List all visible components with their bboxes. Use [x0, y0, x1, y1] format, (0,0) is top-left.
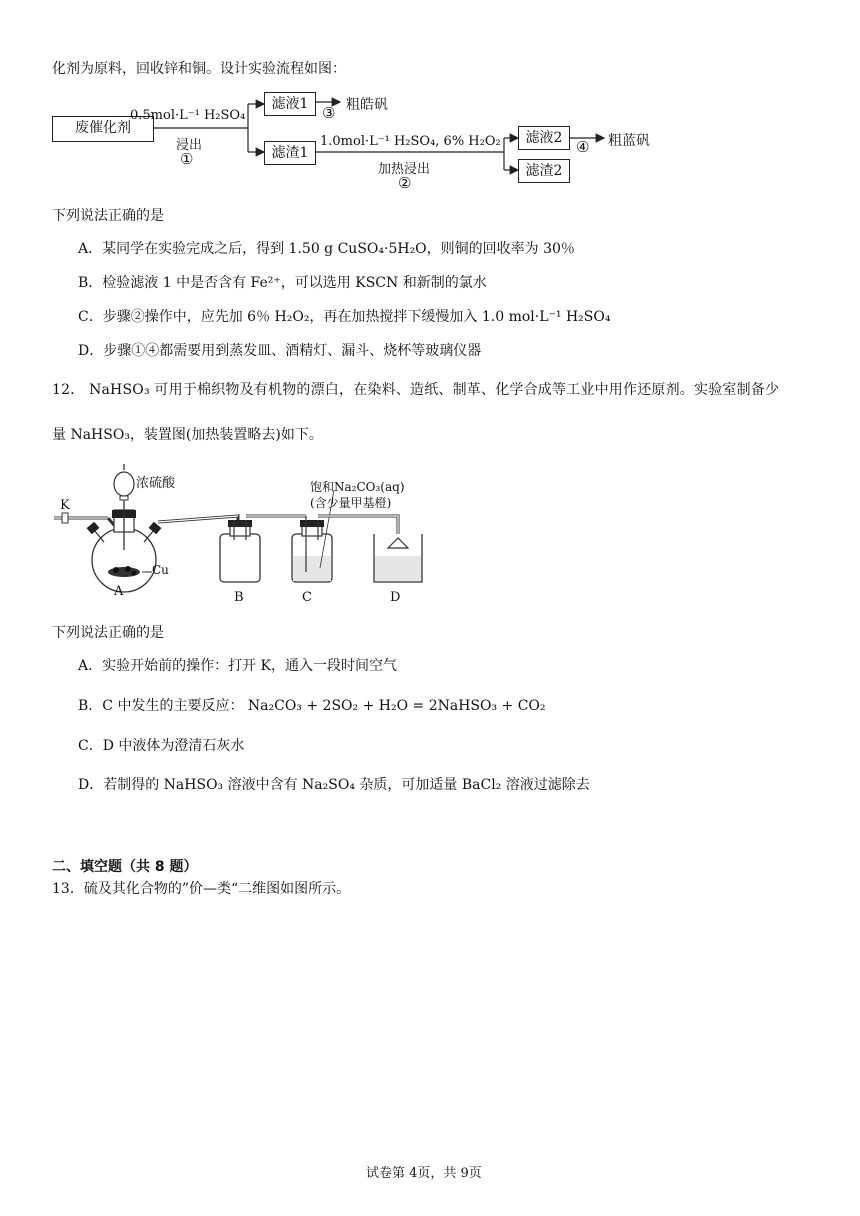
- label-d: D: [390, 590, 401, 605]
- flow-step2-label: 加热浸出: [378, 162, 431, 177]
- label-a: A: [114, 584, 124, 599]
- flow-product1: 粗皓矾: [346, 97, 388, 113]
- flow-step1-label: 浸出: [176, 138, 203, 153]
- flow-step2-num: ②: [398, 174, 412, 192]
- flow-product2: 粗蓝矾: [608, 133, 650, 149]
- intro-text: 化剂为原料，回收锌和铜。设计实验流程如图：: [52, 61, 346, 77]
- q12-option-d: D．若制得的 NaHSO₃ 溶液中含有 Na₂SO₄ 杂质，可加适量 BaCl₂ 溶液过滤除去: [78, 777, 590, 793]
- q11-option-d: D．步骤①④都需要用到蒸发皿、酒精灯、漏斗、烧杯等玻璃仪器: [78, 343, 482, 359]
- q11-prompt: 下列说法正确的是: [52, 208, 164, 224]
- flow-start-box: 废催化剂: [52, 116, 154, 142]
- flow-step3-num: ③: [322, 104, 336, 122]
- apparatus-diagram: [48, 460, 428, 610]
- flow-step4-num: ④: [576, 138, 590, 156]
- q11-option-c: C．步骤②操作中，应先加 6％ H₂O₂，再在加热搅拌下缓慢加入 1.0 mol·L⁻¹ H₂SO₄: [78, 309, 611, 325]
- label-conc-sulfuric-acid: 浓硫酸: [136, 476, 176, 491]
- flow-filtrate2-box: 滤液2: [518, 126, 570, 150]
- q11-option-a: A．某同学在实验完成之后，得到 1.50 g CuSO₄·5H₂O，则铜的回收率为 30％: [78, 241, 575, 257]
- flow-residue2-box: 滤渣2: [518, 159, 570, 183]
- flow-residue1-box: 滤渣1: [264, 141, 316, 165]
- flow-reagent1: 0.5mol·L⁻¹ H₂SO₄: [130, 108, 246, 123]
- q12-stem-line1: 12． NaHSO₃ 可用于棉织物及有机物的漂白，在染料、造纸、制革、化学合成等工业中用作还原剂。实验室制备少: [52, 382, 780, 398]
- label-c-reagent-1: 饱和Na₂CO₃(aq): [310, 480, 405, 494]
- page-footer: 试卷第 4页，共 9页: [366, 1166, 482, 1181]
- q13-stem: 13．硫及其化合物的”价—类“二维图如图所示。: [52, 881, 351, 897]
- flow-reagent2: 1.0mol·L⁻¹ H₂SO₄, 6% H₂O₂: [320, 134, 501, 149]
- q12-option-a: A．实验开始前的操作：打开 K，通入一段时间空气: [78, 658, 398, 674]
- q12-option-c: C．D 中液体为澄清石灰水: [78, 738, 245, 754]
- q12-stem-line2: 量 NaHSO₃，装置图(加热装置略去)如下。: [52, 427, 323, 443]
- q12-option-b: B．C 中发生的主要反应： Na₂CO₃ + 2SO₂ + H₂O = 2NaHSO₃ + CO₂: [78, 698, 546, 714]
- section-title: 二、填空题（共 8 题）: [52, 859, 198, 875]
- label-cu: Cu: [152, 563, 169, 577]
- q12-prompt: 下列说法正确的是: [52, 625, 164, 641]
- label-k: K: [60, 498, 70, 513]
- q11-option-b: B．检验滤液 1 中是否含有 Fe²⁺，可以选用 KSCN 和新制的氯水: [78, 275, 487, 291]
- label-c-reagent-2: (含少量甲基橙): [310, 496, 392, 510]
- label-b: B: [234, 590, 244, 605]
- label-c: C: [302, 590, 312, 605]
- flow-step1-num: ①: [180, 150, 194, 168]
- flow-filtrate1-box: 滤液1: [264, 92, 316, 116]
